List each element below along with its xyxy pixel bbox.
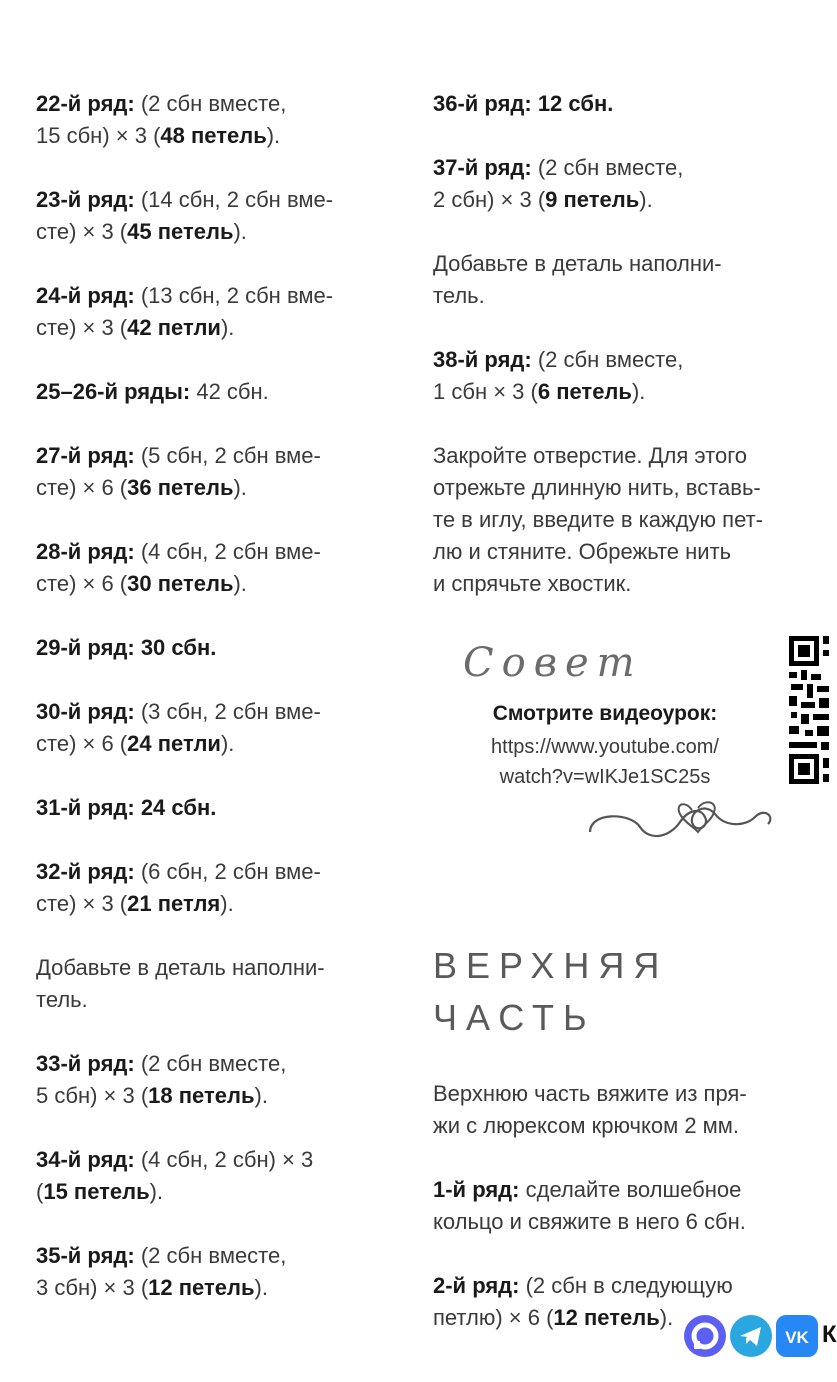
paragraph-line: Добавьте в деталь наполни-: [36, 955, 325, 980]
row-text: сте) × 6 (: [36, 571, 128, 596]
paragraph-line: жи с люрексом крючком 2 мм.: [433, 1113, 740, 1138]
instruction-paragraph: [36, 1048, 396, 1112]
paragraph-line: [36, 1272, 396, 1304]
row-text: (4 сбн, 2 сбн вме-: [140, 539, 321, 564]
stitch-count: 36 петель: [127, 475, 234, 500]
paragraph-line: [36, 1240, 396, 1272]
tip-title: Совет: [463, 640, 643, 686]
paragraph-line: [36, 632, 396, 664]
row-label: 33-й ряд:: [36, 1051, 135, 1076]
paragraph-line: [36, 728, 396, 760]
row-label: 22-й ряд:: [36, 91, 135, 116]
vk-icon[interactable]: [776, 1315, 818, 1357]
row-label: 35-й ряд:: [36, 1243, 135, 1268]
row-text: сте) × 3 (: [36, 891, 128, 916]
row-text: ).: [220, 891, 234, 916]
row-label: 37-й ряд:: [433, 155, 532, 180]
paragraph-line: [433, 1206, 813, 1238]
qr-code-icon[interactable]: [787, 634, 829, 786]
stitch-count: 9 петель: [545, 187, 640, 212]
row-text: 3 сбн) × 3 (: [36, 1275, 149, 1300]
paragraph-line: [36, 1144, 396, 1176]
row-text: ).: [659, 1305, 674, 1330]
instruction-paragraph: [433, 440, 793, 600]
paragraph-line: те в иглу, введите в каждую пет-: [433, 507, 763, 532]
row-text: (2 сбн вместе,: [537, 155, 684, 180]
row-text: (2 сбн в следующую: [525, 1273, 733, 1298]
row-text: (: [36, 1179, 44, 1204]
row-label: 24-й ряд:: [36, 283, 135, 308]
stitch-count: 45 петель: [127, 219, 234, 244]
instruction-paragraph: [433, 1078, 813, 1142]
section-title-line2: ЧАСТЬ: [433, 997, 596, 1038]
stitch-count: 12 петель: [553, 1305, 660, 1330]
row-text: сте) × 6 (: [36, 475, 128, 500]
stitch-count: 15 петель: [43, 1179, 150, 1204]
row-text: петлю) × 6 (: [433, 1305, 554, 1330]
row-label: 36-й ряд: 12 сбн.: [433, 91, 614, 116]
stitch-count: 30 петель: [127, 571, 234, 596]
tip-url[interactable]: [455, 732, 755, 792]
instruction-paragraph: [36, 280, 396, 344]
instruction-paragraph: [36, 440, 396, 504]
paragraph-line: [433, 88, 793, 120]
instruction-paragraph: [36, 696, 396, 760]
paragraph-line: [36, 1048, 396, 1080]
row-label: 28-й ряд:: [36, 539, 135, 564]
instruction-paragraph: [36, 376, 396, 408]
row-text: (3 сбн, 2 сбн вме-: [140, 699, 321, 724]
stitch-count: 21 петля: [127, 891, 221, 916]
row-label: 29-й ряд: 30 сбн.: [36, 635, 217, 660]
stitch-count: 48 петель: [160, 123, 267, 148]
row-text: ).: [254, 1275, 268, 1300]
instruction-paragraph: [36, 184, 396, 248]
paragraph-line: [36, 312, 396, 344]
left-column: [36, 88, 396, 1336]
social-bar: [684, 1315, 837, 1359]
paragraph-line: тель.: [433, 283, 485, 308]
tip-heading: Смотрите видеоурок:: [492, 702, 718, 725]
row-text: сте) × 3 (: [36, 219, 128, 244]
tip-url-line1[interactable]: https://www.youtube.com/: [491, 736, 719, 758]
row-text: (13 сбн, 2 сбн вме-: [140, 283, 334, 308]
row-text: сте) × 3 (: [36, 315, 128, 340]
tip-url-line2[interactable]: watch?v=wIKJe1SC25s: [499, 766, 711, 788]
paragraph-line: [433, 184, 793, 216]
row-text: ).: [266, 123, 281, 148]
row-label: 23-й ряд:: [36, 187, 135, 212]
max-icon[interactable]: [684, 1315, 726, 1357]
paragraph-line: [36, 536, 396, 568]
row-text: (14 сбн, 2 сбн вме-: [140, 187, 334, 212]
row-label: 2-й ряд:: [433, 1273, 520, 1298]
paragraph-line: [36, 1176, 396, 1208]
paragraph-line: тель.: [36, 987, 88, 1012]
row-text: 2 сбн) × 3 (: [433, 187, 546, 212]
instruction-paragraph: [36, 792, 396, 824]
paragraph-line: Закройте отверстие. Для этого: [433, 443, 747, 468]
row-text: (5 сбн, 2 сбн вме-: [140, 443, 321, 468]
paragraph-line: [36, 280, 396, 312]
stitch-count: 24 петли: [127, 731, 221, 756]
row-label: 27-й ряд:: [36, 443, 135, 468]
paragraph-line: лю и стяните. Обрежьте нить: [433, 539, 732, 564]
paragraph-line: [36, 440, 396, 472]
row-text: сте) × 6 (: [36, 731, 128, 756]
instruction-paragraph: [433, 248, 793, 312]
stitch-count: 12 петель: [148, 1275, 255, 1300]
row-label: 32-й ряд:: [36, 859, 135, 884]
paragraph-line: [36, 792, 396, 824]
paragraph-line: и спрячьте хвостик.: [433, 571, 632, 596]
flourish-ornament-icon: [580, 792, 780, 852]
row-text: 42 сбн.: [196, 379, 269, 404]
instruction-paragraph: [433, 1174, 813, 1238]
row-text: (4 сбн, 2 сбн) × 3: [140, 1147, 314, 1172]
row-text: ).: [220, 731, 235, 756]
row-text: кольцо и свяжите в него 6 сбн.: [433, 1209, 746, 1234]
instruction-paragraph: [433, 152, 793, 216]
paragraph-line: Добавьте в деталь наполни-: [433, 251, 722, 276]
instruction-paragraph: [36, 88, 396, 152]
paragraph-line: [433, 1270, 813, 1302]
row-text: (6 сбн, 2 сбн вме-: [140, 859, 321, 884]
row-text: (2 сбн вместе,: [140, 91, 287, 116]
social-trailing-text: К: [822, 1321, 837, 1348]
section-title-line1: ВЕРХНЯЯ: [433, 945, 669, 986]
row-text: ).: [220, 315, 235, 340]
paragraph-line: [36, 1080, 396, 1112]
paragraph-line: [36, 696, 396, 728]
row-text: сделайте волшебное: [525, 1177, 742, 1202]
instruction-paragraph: [433, 344, 793, 408]
paragraph-line: [36, 88, 396, 120]
paragraph-line: отрежьте длинную нить, вставь-: [433, 475, 761, 500]
row-label: 38-й ряд:: [433, 347, 532, 372]
paragraph-line: Верхнюю часть вяжите из пря-: [433, 1081, 747, 1106]
paragraph-line: [433, 376, 793, 408]
row-text: ).: [233, 219, 247, 244]
row-label: 30-й ряд:: [36, 699, 135, 724]
section-title: [433, 940, 668, 1044]
row-text: (2 сбн вместе,: [140, 1051, 287, 1076]
instruction-paragraph: [36, 952, 396, 1016]
stitch-count: 18 петель: [148, 1083, 255, 1108]
paragraph-line: [36, 472, 396, 504]
instruction-paragraph: [36, 536, 396, 600]
row-label: 34-й ряд:: [36, 1147, 135, 1172]
row-text: ).: [639, 187, 653, 212]
instruction-paragraph: [36, 1240, 396, 1304]
tip-box: [455, 640, 815, 860]
row-text: 15 сбн) × 3 (: [36, 123, 161, 148]
paragraph-line: [433, 152, 793, 184]
paragraph-line: [36, 216, 396, 248]
paragraph-line: [433, 1174, 813, 1206]
instruction-paragraph: [36, 856, 396, 920]
instruction-paragraph: [36, 1144, 396, 1208]
instruction-paragraph: [433, 88, 793, 120]
row-label: 25–26-й ряды:: [36, 379, 191, 404]
paragraph-line: [36, 184, 396, 216]
stitch-count: 42 петли: [127, 315, 221, 340]
row-text: 5 сбн) × 3 (: [36, 1083, 149, 1108]
paragraph-line: [433, 344, 793, 376]
paragraph-line: [36, 856, 396, 888]
row-label: 31-й ряд: 24 сбн.: [36, 795, 217, 820]
paragraph-line: [36, 568, 396, 600]
paragraph-line: [36, 120, 396, 152]
stitch-count: 6 петель: [537, 379, 632, 404]
instruction-paragraph: [36, 632, 396, 664]
row-text: ).: [149, 1179, 164, 1204]
telegram-icon[interactable]: [730, 1315, 772, 1357]
paragraph-line: [36, 888, 396, 920]
row-text: ).: [233, 571, 247, 596]
row-text: (2 сбн вместе,: [537, 347, 684, 372]
row-text: (2 сбн вместе,: [140, 1243, 287, 1268]
row-text: ).: [233, 475, 247, 500]
row-label: 1-й ряд:: [433, 1177, 520, 1202]
row-text: ).: [631, 379, 646, 404]
row-text: ).: [254, 1083, 268, 1108]
row-text: 1 сбн × 3 (: [433, 379, 538, 404]
right-column: [433, 88, 793, 632]
svg-text:VK: VK: [785, 1328, 809, 1347]
paragraph-line: [36, 376, 396, 408]
